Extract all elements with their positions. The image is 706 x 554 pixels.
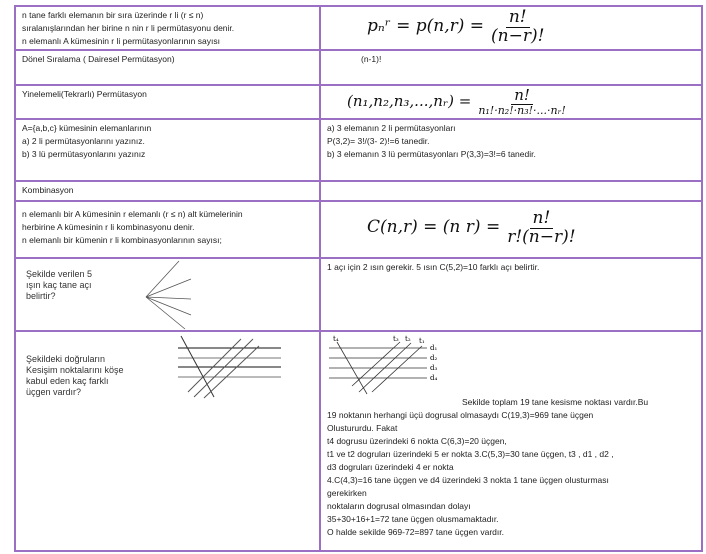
row-repetition bbox=[16, 86, 701, 120]
formula-lhs: pₙʳ = p(n,r) = bbox=[367, 16, 484, 37]
empty-cell bbox=[321, 182, 701, 200]
text-line: a) 2 li permütasyonlarını yazınız. bbox=[22, 136, 145, 146]
circular-title: Dönel Sıralama ( Dairesel Permütasyon) bbox=[16, 51, 321, 84]
triangles-question bbox=[16, 332, 321, 550]
text-line: 35+30+16+1=72 tane üçgen olusmamaktadır. bbox=[327, 514, 499, 524]
text-line: b) 3 elemanın 3 lü permütasyonları P(3,3)=3!=6 tanedir. bbox=[327, 149, 536, 159]
repetition-formula bbox=[321, 86, 701, 118]
triangles-answer bbox=[321, 332, 701, 550]
formula-denominator: r!(n−r)! bbox=[507, 226, 576, 247]
rays-question bbox=[16, 259, 321, 330]
text-line: O halde sekilde 969-72=897 tane üçgen vardır. bbox=[327, 527, 504, 537]
formula-table bbox=[14, 5, 703, 552]
text-line: t1 ve t2 dogruları üzerindeki 5 er nokta 3.C(5,3)=30 tane üçgen, t3 , d1 , d2 , bbox=[327, 449, 614, 459]
text-line: ışın kaç tane açı bbox=[26, 280, 92, 290]
row-rays bbox=[16, 259, 701, 332]
label-d2: d₂ bbox=[430, 354, 438, 362]
row-combination bbox=[16, 202, 701, 259]
text-line: n elemanlı A kümesinin r li permütasyonlarının sayısı bbox=[22, 36, 220, 46]
row-circular bbox=[16, 51, 701, 86]
formula-denominator: (n−r)! bbox=[491, 25, 545, 46]
label-t2: t₂ bbox=[405, 335, 411, 343]
formula-lhs: (n₁,n₂,n₃,...,nᵣ) = bbox=[347, 92, 472, 111]
text-line: b) 3 lü permütasyonlarını yazınız bbox=[22, 149, 146, 159]
label-d1: d₁ bbox=[430, 344, 438, 352]
labeled-lines-figure bbox=[327, 334, 457, 396]
lines-figure bbox=[176, 334, 286, 404]
text-line: n elemanlı bir A kümesinin r elemanlı (r ≤ n) alt kümelerinin bbox=[22, 209, 243, 219]
text-line: üçgen vardır? bbox=[26, 387, 82, 397]
label-d3: d₃ bbox=[430, 364, 438, 372]
text-line: sıralanışlarından her birine n nin r li permütasyonu denir. bbox=[22, 23, 235, 33]
label-d4: d₄ bbox=[430, 374, 438, 382]
formula-numerator: n! bbox=[506, 9, 530, 28]
text-line: gerekirken bbox=[327, 488, 367, 498]
example-answer bbox=[321, 120, 701, 180]
text-line: t4 dogrusu üzerindeki 6 nokta C(6,3)=20 üçgen, bbox=[327, 436, 507, 446]
combination-title: Kombinasyon bbox=[16, 182, 321, 200]
formula-numerator: n! bbox=[530, 210, 554, 229]
formula-lhs: C(n,r) = (n r) = bbox=[367, 217, 501, 238]
text-line: n tane farklı elemanın bir sıra üzerinde r li (r ≤ n) bbox=[22, 10, 204, 20]
text-line: kabul eden kaç farklı bbox=[26, 376, 109, 386]
rays-figure bbox=[141, 259, 201, 331]
formula-denominator: n₁!·n₂!·n₃!·...·nᵣ! bbox=[478, 103, 566, 117]
row-combination-title bbox=[16, 182, 701, 202]
formula-numerator: n! bbox=[511, 88, 533, 105]
text-line: 4.C(4,3)=16 tane üçgen ve d4 üzerindeki 3 nokta 1 tane üçgen olusturması bbox=[327, 475, 609, 485]
text-line: 19 noktanın herhangi üçü dogrusal olmasaydı C(19,3)=969 tane üçgen bbox=[327, 410, 594, 420]
text-line: A={a,b,c} kümesinin elemanlarının bbox=[22, 123, 152, 133]
combination-definition bbox=[16, 202, 321, 257]
text-line: Şekildeki doğruların bbox=[26, 354, 106, 364]
label-t1: t₁ bbox=[419, 337, 425, 345]
text-line: P(3,2)= 3!/(3- 2)!=6 tanedir. bbox=[327, 136, 430, 146]
permutation-formula bbox=[321, 7, 701, 49]
permutation-definition bbox=[16, 7, 321, 49]
row-triangles bbox=[16, 332, 701, 550]
text-line: a) 3 elemanın 2 li permütasyonları bbox=[327, 123, 456, 133]
circular-formula: (n-1)! bbox=[361, 54, 382, 64]
repetition-title: Yinelemeli(Tekrarlı) Permütasyon bbox=[16, 86, 321, 118]
text-line: Kesişim noktalarını köşe bbox=[26, 365, 124, 375]
label-t4: t₄ bbox=[333, 335, 339, 343]
row-permutation bbox=[16, 7, 701, 51]
text-line: noktaların dogrusal olmasından dolayı bbox=[327, 501, 471, 511]
combination-formula bbox=[321, 202, 701, 257]
text-line: d3 dogruları üzerindeki 4 er nokta bbox=[327, 462, 454, 472]
row-example bbox=[16, 120, 701, 182]
text-line: belirtir? bbox=[26, 291, 56, 301]
label-t3: t₃ bbox=[393, 335, 399, 343]
text-line: Olustururdu. Fakat bbox=[327, 423, 398, 433]
example-question bbox=[16, 120, 321, 180]
text-line: Sekilde toplam 19 tane kesisme noktası vardır.Bu bbox=[462, 397, 649, 407]
text-line: n elemanlı bir kümenin r li kombinasyonlarının sayısı; bbox=[22, 235, 222, 245]
rays-answer: 1 açı için 2 ısın gerekir. 5 ısın C(5,2)=10 farklı açı belirtir. bbox=[327, 262, 540, 272]
text-line: herbirine A kümesinin r li kombinasyonu denir. bbox=[22, 222, 195, 232]
text-line: Şekilde verilen 5 bbox=[26, 269, 93, 279]
